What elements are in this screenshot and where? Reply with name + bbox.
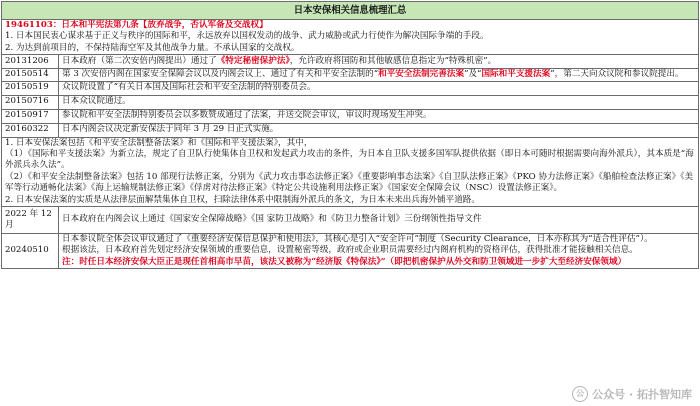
table-title: 日本安保相关信息梳理汇总 [2,2,699,20]
title-row [2,2,699,20]
final-line-2: 根据该法，日本政府首先划定经济安保领域的重要信息，设置秘密等级，政府或企业职员需要经过内阁府机构的资格评估，获得批准才能接触相关信息。 [62,245,638,256]
row-text [59,55,699,69]
row-text-part: 第 3 次安倍内阁在国家安全保障会议以及内阁会议上、通过了有关和平安全法制的“ [62,69,379,80]
watermark-text: 公众号 · 拓扑智知库 [592,388,692,401]
row-date: 20150716 [2,95,59,109]
table-row [2,55,699,69]
wechat-logo-icon: 公 [572,386,588,402]
secret-protection-law: 《特定秘密保护法》 [216,56,290,67]
row-date: 20131206 [2,55,59,69]
article-clause-1: 1. 日本国民衷心谋求基于正义与秩序的国际和平，永远放弃以国权发动的战争、武力威胁或武力行使作为解决国际争端的手段。 [5,31,489,42]
watermark [572,386,692,402]
row-text-part: 日本政府（第二次安倍内阁提出）通过了 [62,56,217,67]
table-row [2,69,699,81]
explanation-cell [2,137,699,206]
table-row [2,207,699,234]
intl-peace-support-bill: 国际和平支援法案 [481,69,551,80]
constitution-date-title: 19461103：日本和平宪法第九条 [5,20,139,30]
row-date: 20240510 [2,234,59,269]
constitution-cell [2,20,699,55]
table-row [2,109,699,123]
explanation-row [2,137,699,206]
security-summary-table [1,1,699,269]
row-text: 日本内阁会议决定新安保法于同年 3 月 29 日正式实施。 [59,123,699,137]
row-text-part: ”，第二天向众议院和参议院提出。 [550,69,684,80]
row-text: 参议院和平安全法制特别委员会以多数赞成通过了法案，并送交院会审议，审议时现场发生冲突。 [59,109,699,123]
table-row [2,234,699,269]
article-clause-2: 2. 为达到前项目的，不保持陆海空军及其他战争力量。不承认国家的交战权。 [5,42,300,53]
row-text: 众议院设置了“有关日本国及国际社会和平安全法制的特别委员会。 [59,81,699,95]
row-text-part: ”及“ [464,69,482,80]
final-line-1: 日本参议院全体会议审议通过了《重要经济安保信息保护和使用法》，其核心是引入“安全许可”制度（Security Clearance，日本亦称其为“适合性评估”）。 [62,234,653,245]
row-text [59,69,699,81]
row-date: 20150917 [2,109,59,123]
table-row [2,81,699,95]
constitution-row [2,20,699,55]
table-row [2,95,699,109]
row-date: 20150519 [2,81,59,95]
explain-line-4: 2. 日本安保法案的实质是从法律层面解禁集体自卫权，扫除法律体系中限制海外派兵的条文，为日本未来出兵海外铺平道路。 [5,194,480,205]
table-row [2,123,699,137]
explain-line-1: 1. 日本安保法案包括《和平安全法制整备法案》和《国际和平支援法案》，其中， [5,137,313,148]
row-text [59,234,699,269]
row-text: 日本众议院通过。 [59,95,699,109]
peace-security-bill: 和平安全法制完善法案 [378,69,465,80]
final-note: 注：时任日本经济安保大臣正是现任首相高市早苗，该法又被称为“经济版《特保法》”（即把机密保护从外交和防卫领域进一步扩大至经济安保领域） [62,256,627,267]
row-date: 20150514 [2,69,59,81]
row-date: 20160322 [2,123,59,137]
explain-line-2: （1）《国际和平支援法案》为新立法，规定了自卫队行使集体自卫权和发起武力攻击的条件，为日本自卫队支援多国军队提供依据（即日本可随时根据需要向海外派兵），其本质是“海外派兵永久法”。 [5,149,694,171]
row-date: 2022 年 12 月 [2,207,59,234]
row-text-part: ，允许政府将国防和其他敏感信息指定为“特殊机密”。 [289,56,497,67]
row-text: 日本政府在内阁会议上通过《国家安全保障战略》《国 家防卫战略》和《防卫力整备计划》三份纲领性指导文件 [59,207,699,234]
explain-line-3: （2）《和平安全法制整备法案》包括 10 部现行法修正案，分别为《武力攻击事态法修正案》《重要影响事态法案》《自卫队法修正案》《PKO 协力法修正案》《船舶检查法修正案》《美军等行动通畅化法案》《海上运输规制法修正案》《俘虏对待法修正案》《特定公共设施利用法修正案》《国家安全保障会议（NSC）设置法修正案》。 [5,171,694,194]
constitution-heading [5,20,695,31]
constitution-subtitle: 【放弃战争，否认军备及交战权】 [138,20,268,30]
